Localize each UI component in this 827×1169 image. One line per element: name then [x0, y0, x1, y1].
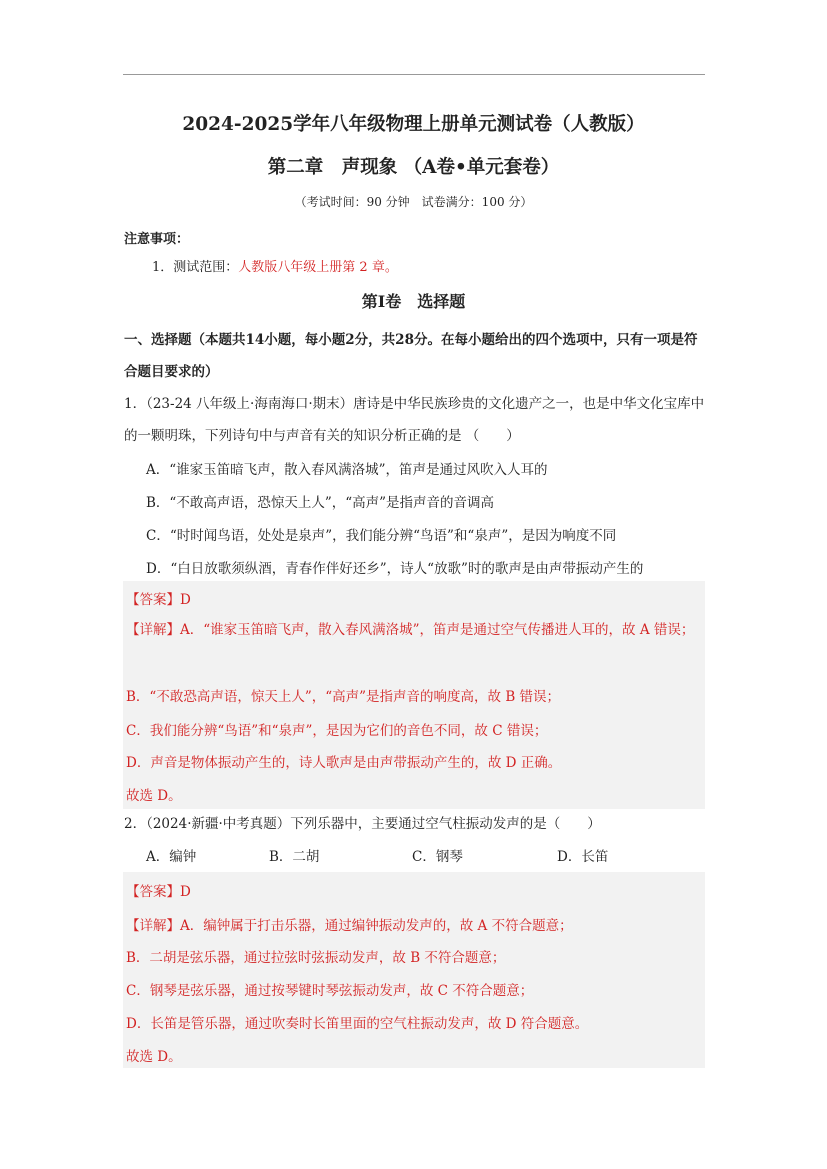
test-scope-label: 1．测试范围：	[152, 260, 239, 275]
question-1-stem: 1．（23-24 八年级上·海南海口·期末）唐诗是中华民族珍贵的文化遗产之一，也是中华文化宝库中的一颗明珠，下列诗句中与声音有关的知识分析正确的是 （ ）	[124, 396, 705, 444]
question-1-option-c: C．“时时闻鸟语，处处是泉声”，我们能分辨“鸟语”和“泉声”，是因为响度不同	[146, 528, 617, 544]
question-2-answer-block	[123, 872, 705, 1068]
question-2-option-b: B．二胡	[269, 849, 320, 865]
question-1-conclusion: 故选 D。	[126, 788, 182, 804]
question-2-answer: 【答案】D	[126, 884, 191, 900]
question-1-option-b: B．“不敢高声语，恐惊天上人”，“高声”是指声音的音调高	[146, 495, 495, 511]
question-2-stem: 2．（2024·新疆·中考真题）下列乐器中，主要通过空气柱振动发声的是（ ）	[124, 816, 601, 832]
test-scope-value: 人教版八年级上册第 2 章。	[238, 260, 398, 275]
question-2-options	[146, 845, 706, 869]
part-title: 第Ⅰ卷 选择题	[361, 292, 466, 311]
question-2-option-c: C．钢琴	[412, 849, 463, 865]
question-2-detail-c: C．钢琴是弦乐器，通过按琴键时琴弦振动发声，故 C 不符合题意；	[126, 983, 534, 999]
page-title: 2024-2025学年八年级物理上册单元测试卷（人教版）	[182, 114, 645, 135]
question-1-option-a: A．“谁家玉笛暗飞声，散入春风满洛城”，笛声是通过风吹入人耳的	[146, 462, 548, 478]
question-2-option-a: A．编钟	[146, 849, 197, 865]
question-1-detail-c: C．我们能分辨“鸟语”和“泉声”，是因为它们的音色不同，故 C 错误；	[126, 723, 548, 739]
question-2-detail-b: B．二胡是弦乐器，通过拉弦时弦振动发声，故 B 不符合题意；	[126, 950, 506, 966]
question-1-option-d: D．“白日放歌须纵酒，青春作伴好还乡”，诗人“放歌”时的歌声是由声带振动产生的	[146, 561, 644, 577]
question-2-conclusion: 故选 D。	[126, 1049, 182, 1065]
chapter-title: 第二章 声现象 （A卷•单元套卷）	[267, 157, 560, 178]
header-rule	[123, 74, 705, 75]
notes-title: 注意事项：	[124, 232, 190, 247]
question-2-detail-a: 【详解】A．编钟属于打击乐器，通过编钟振动发声的，故 A 不符合题意；	[126, 918, 573, 934]
exam-info: （考试时间：90 分钟 试卷满分：100 分）	[294, 195, 533, 209]
question-1-detail-d: D．声音是物体振动产生的，诗人歌声是由声带振动产生的，故 D 正确。	[126, 755, 562, 771]
question-2-detail-d: D．长笛是管乐器，通过吹奏时长笛里面的空气柱振动发声，故 D 符合题意。	[126, 1016, 589, 1032]
question-2-option-d: D．长笛	[557, 849, 609, 865]
section-heading: 一、选择题（本题共14小题，每小题2分，共28分。在每小题给出的四个选项中，只有一项是符合题目要求的）	[124, 332, 698, 380]
question-1-answer-block	[123, 581, 705, 809]
test-scope	[152, 256, 398, 275]
question-1-detail-b: B．“不敢恐高声语，惊天上人”，“高声”是指声音的响度高，故 B 错误；	[126, 689, 561, 705]
question-1-answer: 【答案】D	[126, 592, 191, 608]
question-1-detail-a: 【详解】A．“谁家玉笛暗飞声，散入春风满洛城”，笛声是通过空气传播进人耳的，故 A 错误；	[126, 622, 695, 638]
